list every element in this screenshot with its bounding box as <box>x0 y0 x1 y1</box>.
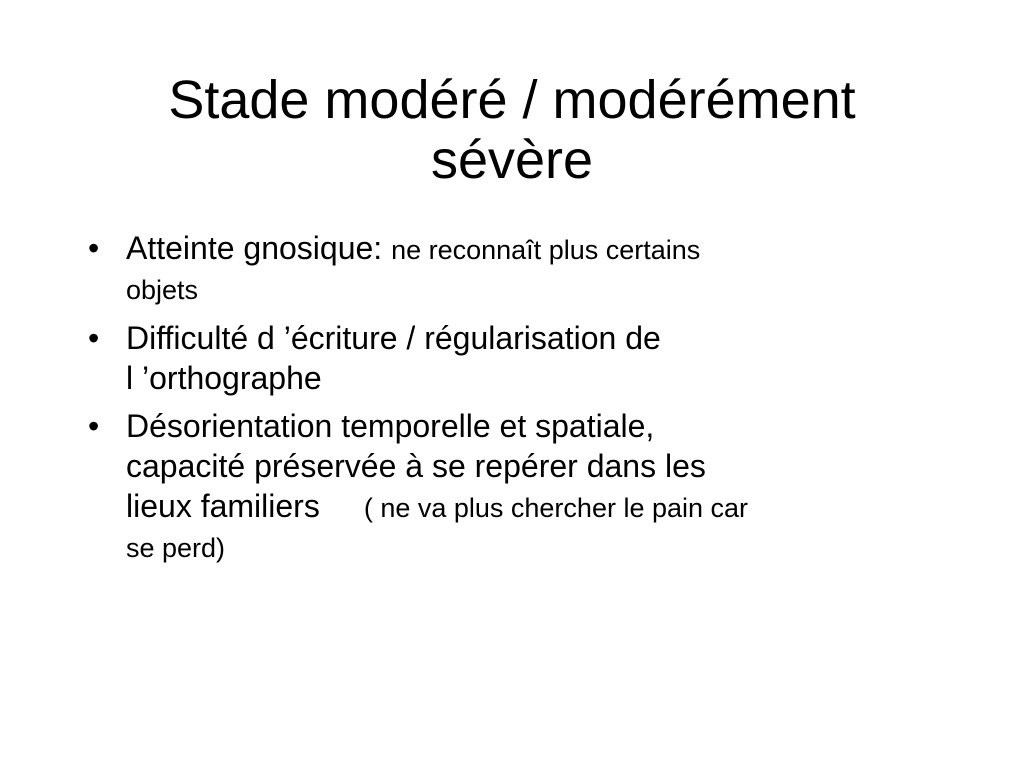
slide-title-line-1: Stade modéré / modérément <box>168 70 856 130</box>
bullet-line-3 <box>126 486 928 528</box>
bullet-detail-text: ne reconnaît plus certains <box>391 235 701 265</box>
bullet-line-2: l ’orthographe <box>126 360 322 396</box>
bullet-detail-text-continued: se perd) <box>126 533 226 563</box>
bullet-item-writing <box>88 318 928 398</box>
bullet-dot-icon: • <box>88 230 100 266</box>
bullet-dot-icon: • <box>88 408 100 444</box>
bullet-detail-text: ( ne va plus chercher le pain car <box>363 493 749 523</box>
bullet-detail-text-continued: objets <box>126 275 199 305</box>
slide-title-line-2: sévère <box>430 130 594 190</box>
bullet-line <box>126 228 928 270</box>
bullet-main-text: Atteinte gnosique: <box>126 230 383 266</box>
bullet-line-3-main: lieux familiers <box>126 488 320 524</box>
bullet-item-disorientation <box>88 406 928 568</box>
bullet-line-1: Difficulté d ’écriture / régularisation de <box>126 320 661 356</box>
bullet-line-2: capacité préservée à se repérer dans les <box>126 448 706 484</box>
slide-title <box>40 70 984 190</box>
bullet-line-1: Désorientation temporelle et spatiale, <box>126 408 655 444</box>
bullet-list <box>88 228 928 576</box>
bullet-dot-icon: • <box>88 320 100 356</box>
bullet-item-gnosic <box>88 228 928 310</box>
